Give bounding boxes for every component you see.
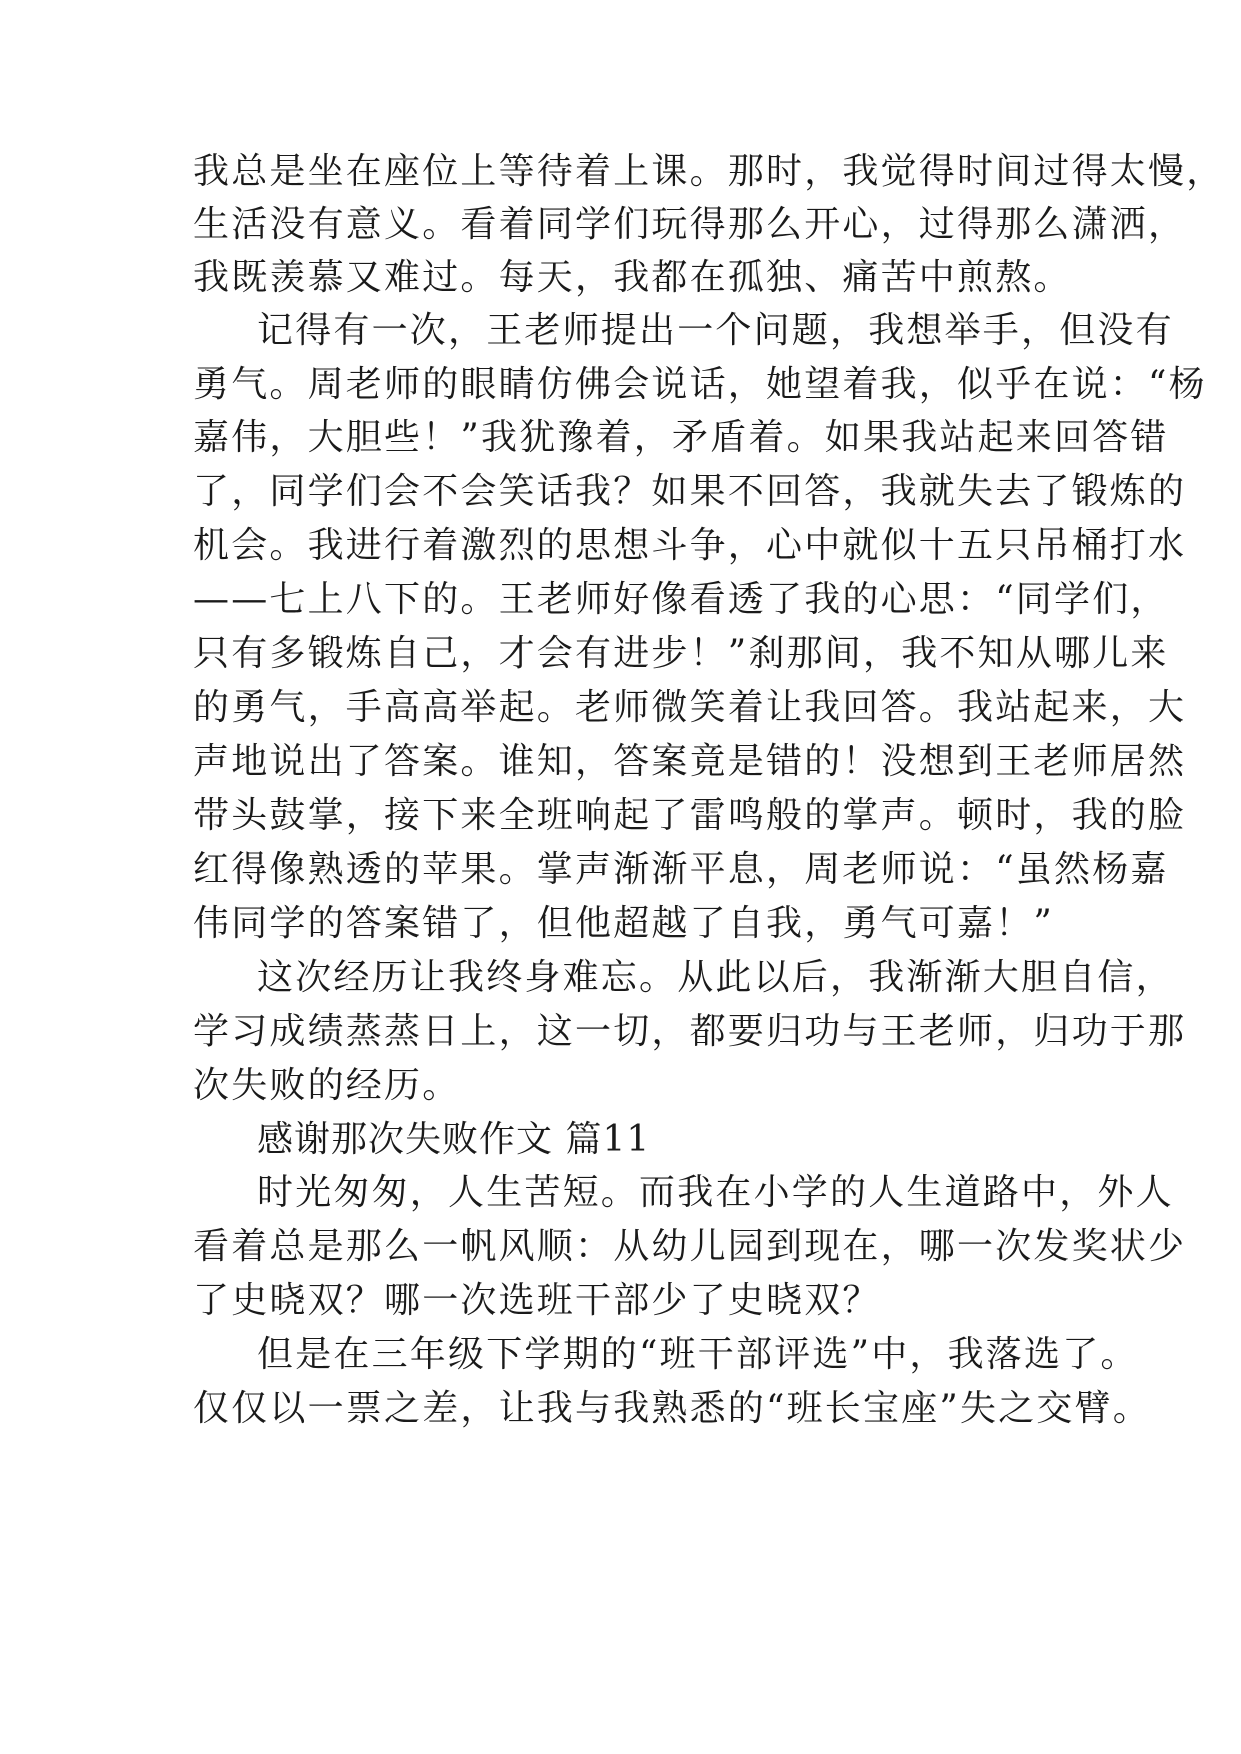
text-line: 声地说出了答案。谁知，答案竟是错的！没想到王老师居然: [193, 741, 1187, 782]
text-line: 了，同学们会不会笑话我？如果不回答，我就失去了锻炼的: [193, 471, 1187, 512]
paragraph-first-line: 时光匆匆，人生苦短。而我在小学的人生道路中，外人: [257, 1172, 1174, 1213]
text-line: 了史晓双？哪一次选班干部少了史晓双？: [193, 1280, 881, 1321]
text-line: 我既羡慕又难过。每天，我都在孤独、痛苦中煎熬。: [193, 257, 1072, 298]
paragraph-first-line: 这次经历让我终身难忘。从此以后，我渐渐大胆自信，: [257, 957, 1174, 998]
text-line: 我总是坐在座位上等待着上课。那时，我觉得时间过得太慢，: [193, 151, 1225, 192]
paragraph-first-line: 但是在三年级下学期的“班干部评选”中，我落选了。: [257, 1334, 1139, 1375]
section-heading: 感谢那次失败作文 篇11: [257, 1119, 651, 1160]
text-line: 勇气。周老师的眼睛仿佛会说话，她望着我，似乎在说：“杨: [193, 364, 1207, 405]
text-line: 次失败的经历。: [193, 1065, 461, 1106]
text-line: 带头鼓掌，接下来全班响起了雷鸣般的掌声。顿时，我的脸: [193, 795, 1187, 836]
text-line: 伟同学的答案错了，但他超越了自我，勇气可嘉！”: [193, 903, 1055, 944]
text-line: 的勇气，手高高举起。老师微笑着让我回答。我站起来，大: [193, 687, 1187, 728]
text-line: 仅仅以一票之差，让我与我熟悉的“班长宝座”失之交臂。: [193, 1388, 1152, 1429]
text-line: 学习成绩蒸蒸日上，这一切，都要归功与王老师，归功于那: [193, 1011, 1187, 1052]
text-line: 只有多锻炼自己，才会有进步！”刹那间，我不知从哪儿来: [193, 633, 1169, 674]
text-line: 嘉伟，大胆些！”我犹豫着，矛盾着。如果我站起来回答错: [193, 417, 1169, 458]
paragraph-first-line: 记得有一次，王老师提出一个问题，我想举手，但没有: [257, 310, 1174, 351]
text-line: 红得像熟透的苹果。掌声渐渐平息，周老师说：“虽然杨嘉: [193, 849, 1169, 890]
text-line: 机会。我进行着激烈的思想斗争，心中就似十五只吊桶打水: [193, 525, 1187, 566]
text-line: 生活没有意义。看着同学们玩得那么开心，过得那么潇洒，: [193, 204, 1187, 245]
text-line: 看着总是那么一帆风顺：从幼儿园到现在，哪一次发奖状少: [193, 1226, 1187, 1267]
text-line: ——七上八下的。王老师好像看透了我的心思：“同学们，: [193, 579, 1169, 620]
